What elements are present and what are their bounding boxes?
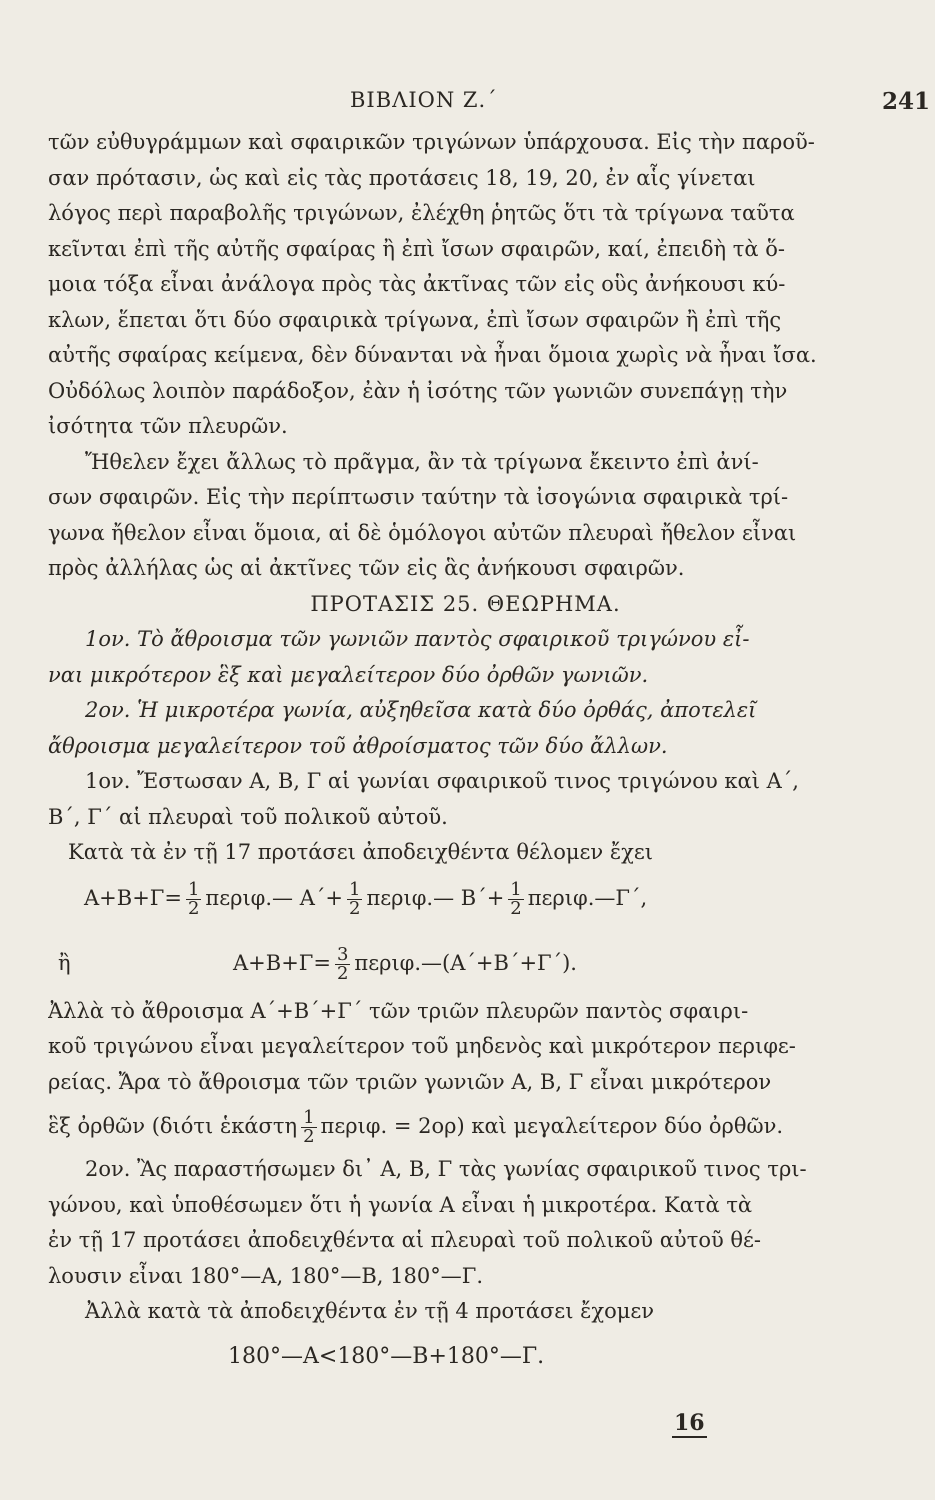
theorem-statement: ἄθροισμα μεγαλείτερον τοῦ ἀθροίσματος τῶν δύο ἄλλων. xyxy=(48,733,668,758)
fraction-denominator: 2 xyxy=(303,1126,315,1147)
theorem-statement: 2ον. Ἡ μικροτέρα γωνία, αὐξηθεῖσα κατὰ δύο ὀρθάς, ἀποτελεῖ xyxy=(85,698,757,722)
equation-3 xyxy=(48,1334,883,1384)
proof-line: κοῦ τριγώνου εἶναι μεγαλείτερον τοῦ μηδενὸς καὶ μικρότερον περιφε- xyxy=(48,1034,796,1058)
proof-text: περιφ. = 2ορ) καὶ μεγαλείτερον δύο ὀρθῶν. xyxy=(320,1114,784,1138)
equation-text: περιφ.— Α΄+ xyxy=(205,885,343,910)
text-line: σων σφαιρῶν. Εἰς τὴν περίπτωσιν ταύτην τὰ ἰσογώνια σφαιρικὰ τρί- xyxy=(48,485,789,509)
fraction-numerator: 3 xyxy=(336,943,349,965)
text-line: γωνα ἤθελον εἶναι ὅμοια, αἱ δὲ ὁμόλογοι αὐτῶν πλευραὶ ἤθελον εἶναι xyxy=(48,520,797,545)
page-header xyxy=(0,88,935,118)
text-line: πρὸς ἀλλήλας ὡς αἱ ἀκτῖνες τῶν εἰς ἃς ἀνήκουσι σφαιρῶν. xyxy=(48,556,685,580)
equation-text: περιφ.—Γ΄, xyxy=(527,885,648,910)
fraction-denominator: 2 xyxy=(187,897,200,919)
fraction-denominator: 2 xyxy=(510,897,522,919)
fraction xyxy=(347,878,362,919)
proof-line: λουσιν εἶναι 180°—Α, 180°—Β, 180°—Γ. xyxy=(48,1263,483,1288)
text-line: τῶν εὐθυγράμμων καὶ σφαιρικῶν τριγώνων ὑπάρχουσα. Εἰς τὴν παροῦ- xyxy=(48,130,815,154)
proof-line: ἐν τῇ 17 προτάσει ἀποδειχθέντα αἱ πλευραὶ τοῦ πολικοῦ αὐτοῦ θέ- xyxy=(48,1228,762,1252)
text-line: Ἤθελεν ἔχει ἄλλως τὸ πρᾶγμα, ἂν τὰ τρίγωνα ἔκειντο ἐπὶ ἀνί- xyxy=(85,449,759,474)
proof-line: γώνου, καὶ ὑποθέσωμεν ὅτι ἡ γωνία Α εἶναι ἡ μικροτέρα. Κατὰ τὰ xyxy=(48,1192,753,1217)
text-line: λόγος περὶ παραβολῆς τριγώνων, ἐλέχθη ῥητῶς ὅτι τὰ τρίγωνα ταῦτα xyxy=(48,201,795,225)
equation-1 xyxy=(48,871,883,936)
proof-line xyxy=(48,1100,883,1152)
equation-text: Α+Β+Γ= xyxy=(84,885,182,910)
equation-prefix: ἢ xyxy=(58,950,71,975)
text-line: κεῖνται ἐπὶ τῆς αὐτῆς σφαίρας ἢ ἐπὶ ἴσων σφαιρῶν, καί, ἐπειδὴ τὰ ὅ- xyxy=(48,236,785,261)
equation-text: περιφ.— Β΄+ xyxy=(366,885,505,910)
fraction xyxy=(301,1109,316,1146)
running-title: ΒΙΒΛΙΟΝ Ζ.΄ xyxy=(350,88,498,112)
text-line: αὐτῆς σφαίρας κείμενα, δὲν δύνανται νὰ ἦναι ὅμοια χωρὶς νὰ ἦναι ἴσα. xyxy=(48,343,817,367)
fraction-denominator: 2 xyxy=(349,897,361,919)
fraction-numerator: 1 xyxy=(187,878,200,900)
fraction-numerator: 1 xyxy=(349,878,361,900)
proof-line: Ἀλλὰ τὸ ἄθροισμα Α΄+Β΄+Γ΄ τῶν τριῶν πλευρῶν παντὸς σφαιρι- xyxy=(48,998,749,1023)
proof-text: ἓξ ὀρθῶν (διότι ἑκάστη xyxy=(48,1114,298,1138)
text-line: κλων, ἕπεται ὅτι δύο σφαιρικὰ τρίγωνα, ἐπὶ ἴσων σφαιρῶν ἢ ἐπὶ τῆς xyxy=(48,307,782,332)
equation-2 xyxy=(48,936,883,994)
text-line: Οὐδόλως λοιπὸν παράδοξον, ἐὰν ἡ ἰσότης τῶν γωνιῶν συνεπάγῃ τὴν xyxy=(48,378,788,403)
proof-line: Ἀλλὰ κατὰ τὰ ἀποδειχθέντα ἐν τῇ 4 προτάσει ἔχομεν xyxy=(85,1299,655,1323)
signature-mark: 16 xyxy=(674,1410,705,1436)
fraction xyxy=(508,878,523,919)
fraction xyxy=(186,878,201,919)
equation-text: 180°—Α<180°—Β+180°—Γ. xyxy=(228,1343,545,1369)
proof-line: 2ον. Ἂς παραστήσωμεν δι᾽ Α, Β, Γ τὰς γωνίας σφαιρικοῦ τινος τρι- xyxy=(85,1157,807,1181)
fraction-numerator: 1 xyxy=(510,878,522,900)
theorem-statement: 1ον. Τὸ ἄθροισμα τῶν γωνιῶν παντὸς σφαιρικοῦ τριγώνου εἶ- xyxy=(85,627,750,651)
fraction-numerator: 1 xyxy=(303,1107,315,1128)
fraction-denominator: 2 xyxy=(336,962,349,984)
theorem-statement: ναι μικρότερον ἓξ καὶ μεγαλείτερον δύο ὀρθῶν γωνιῶν. xyxy=(48,662,649,687)
proof-line: 1ον. Ἔστωσαν Α, Β, Γ αἱ γωνίαι σφαιρικοῦ τινος τριγώνου καὶ Α΄, xyxy=(85,769,799,793)
proof-line: Β΄, Γ΄ αἱ πλευραὶ τοῦ πολικοῦ αὐτοῦ. xyxy=(48,804,448,829)
equation-text: Α+Β+Γ= xyxy=(233,950,331,975)
text-line: σαν πρότασιν, ὡς καὶ εἰς τὰς προτάσεις 18, 19, 20, ἐν αἷς γίνεται xyxy=(48,165,756,190)
proof-line: Κατὰ τὰ ἐν τῇ 17 προτάσει ἀποδειχθέντα θέλομεν ἔχει xyxy=(68,840,653,864)
proof-line: ρείας. Ἄρα τὸ ἄθροισμα τῶν τριῶν γωνιῶν Α, Β, Γ εἶναι μικρότερον xyxy=(48,1069,772,1094)
page-number: 241 xyxy=(882,88,931,115)
theorem-heading: ΠΡΟΤΑΣΙΣ 25. ΘΕΩΡΗΜΑ. xyxy=(310,591,621,616)
equation-text: περιφ.—(Α΄+Β΄+Γ΄). xyxy=(354,950,577,975)
text-line: μοια τόξα εἶναι ἀνάλογα πρὸς τὰς ἀκτῖνας τῶν εἰς οὓς ἀνήκουσι κύ- xyxy=(48,272,786,296)
body-text xyxy=(48,125,883,1384)
fraction xyxy=(335,943,350,984)
text-line: ἰσότητα τῶν πλευρῶν. xyxy=(48,414,288,438)
